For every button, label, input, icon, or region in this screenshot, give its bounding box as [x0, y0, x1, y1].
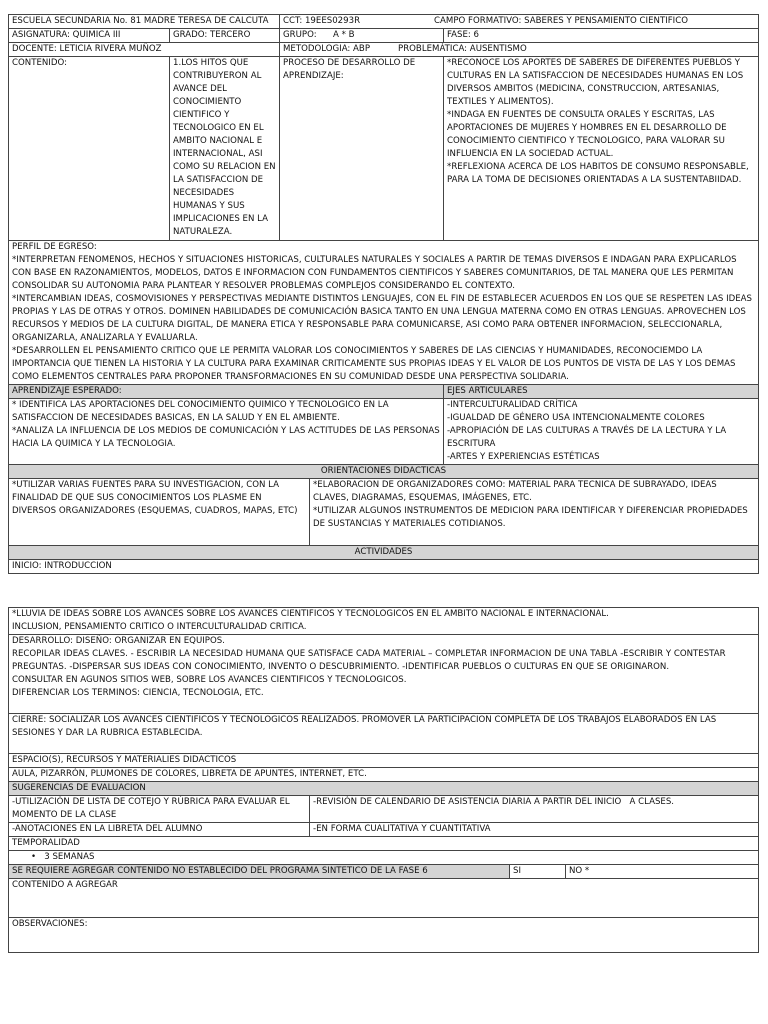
actividades-inicio: INICIO: INTRODUCCION: [9, 560, 759, 574]
desarrollo-line: RECOPILAR IDEAS CLAVES. - ESCRIBIR LA NECESIDAD HUMANA QUE SATISFACE CADA MATERIAL – COMPLETAR INFORMACION DE UNA TABLA -ESCRIBIR Y CONTESTAR PREGUNTAS. -DISPERSAR SUS IDEAS CON CONOCIMIENTO, INVENTO O DESCUBRIMIENTO. -IDENTIFICAR PUEBLOS O CULTURAS EN QUE SE ORIGINARON.: [12, 649, 726, 672]
no-cell: NO *: [566, 865, 759, 879]
aprendizaje-table: [8, 384, 759, 465]
page-1: [8, 14, 758, 574]
temporalidad-value: 3 SEMANAS: [44, 852, 95, 862]
bullet-icon: •: [31, 852, 37, 862]
actividades-label: ACTIVIDADES: [9, 546, 759, 560]
proceso-list: [444, 57, 759, 241]
eje-item: -APROPIACIÓN DE LAS CULTURAS A TRAVÉS DE LA LECTURA Y LA ESCRITURA: [447, 426, 727, 449]
aprendizaje-label: APRENDIZAJE ESPERADO:: [9, 385, 444, 399]
contenido-agregar: CONTENIDO A AGREGAR: [9, 879, 759, 918]
perfil-item: *INTERPRETAN FENOMENOS, HECHOS Y SITUACIONES HISTORICAS, CULTURALES NATURALES Y SOCIALES A PARTIR DE TEMAS DIVERSOS E INDAGAN PARA EXPLICARLOS CON BASE EN RAZONAMIENTOS, MODELOS, DATOS E INFORMACION CON FUNDAMENTOS CIENTIFICOS Y SABERES COMUNITARIOS, DE TAL MANERA QUE LES PERMITAN CONSOLIDAR SU AUTONOMIA PARA PLANTEAR Y RESOLVER PROBLEMAS COMPLEJOS CONSIDERANDO EL CONTEXTO.: [12, 255, 737, 291]
eje-item: -INTERCULTURALIDAD CRÍTICA: [447, 400, 578, 410]
cierre: CIERRE: SOCIALIZAR LOS AVANCES CIENTIFICOS Y TECNOLOGICOS REALIZADOS. PROMOVER LA PARTICIPACION COMPLETA DE LOS TRABAJOS ELABORADOS EN LAS SESIONES Y DAR LA RUBRICA ESTABLECIDA.: [9, 714, 759, 754]
orientaciones-table: [8, 464, 759, 574]
asignatura: ASIGNATURA: QUIMICA III: [9, 29, 170, 43]
proceso-item: *REFLEXIONA ACERCA DE LOS HABITOS DE CONSUMO RESPONSABLE, PARA LA TOMA DE DECISIONES ORIENTADAS A LA SUSTENTABIIDAD.: [447, 162, 749, 185]
perfil-label: PERFIL DE EGRESO:: [12, 242, 97, 252]
perfil-item: *INTERCAMBIAN IDEAS, COSMOVISIONES Y PERSPECTIVAS MEDIANTE DISTINTOS LENGUAJES, CON EL FIN DE ESTABLECER ACUERDOS EN LOS QUE SE RESPETEN LAS IDEAS PROPIAS Y LAS DE OTRAS Y OTROS. DOMINEN HABILIDADES DE COMUNICACIÓN BASICA TANTO EN UNA LENGUA MATERNA COMO EN OTRAS LENGUAS. APROVECHEN LOS RECURSOS Y MEDIOS DE LA CULTURA DIGITAL, DE MANERA ETICA Y RESPONSABLE PARA COMUNICARSE, ASI COMO PARA OBTENER INFORMACION, SELECCIONARLA, ORGANIZARLA, ANALIZARLA Y EVALUARLA.: [12, 294, 752, 343]
page-2: [8, 607, 758, 953]
metodologia-cell: [280, 43, 759, 57]
temporalidad-label: TEMPORALIDAD: [9, 837, 759, 851]
activities-table: [8, 607, 759, 953]
desarrollo-line: DESARROLLO: DISEÑO: ORGANIZAR EN EQUIPOS.: [12, 636, 225, 646]
docente: DOCENTE: LETICIA RIVERA MUÑOZ: [9, 43, 280, 57]
cct: CCT: 19EES0293R: [283, 16, 361, 26]
problematica: PROBLEMÁTICA: AUSENTISMO: [398, 44, 527, 54]
lluvia-line: INCLUSION, PENSAMIENTO CRITICO O INTERCULTURALIDAD CRITICA.: [12, 622, 307, 632]
espacios-text: AULA, PIZARRÓN, PLUMONES DE COLORES, LIBRETA DE APUNTES, INTERNET, ETC.: [9, 768, 759, 782]
proceso-label: PROCESO DE DESARROLLO DE APRENDIZAJE:: [280, 57, 444, 241]
campo-formativo: CAMPO FORMATIVO: SABERES Y PENSAMIENTO CIENTIFICO: [434, 16, 688, 26]
ejes-label: EJES ARTICULARES: [444, 385, 759, 399]
observaciones: OBSERVACIONES:: [9, 918, 759, 953]
proceso-item: *RECONOCE LOS APORTES DE SABERES DE DIFERENTES PUEBLOS Y CULTURAS EN LA SATISFACCION DE NECESIDADES HUMANAS EN LOS DIVERSOS AMBITOS (MEDICINA, CONSTRUCCION, ARTESANIAS, TEXTILES Y ALIMENTOS).: [447, 58, 744, 107]
orientaciones-right: [310, 479, 759, 546]
desarrollo-line: CONSULTAR EN AGUNOS SITIOS WEB, SOBRE LOS AVANCES CIENTIFICOS Y TECNOLOGICOS.: [12, 675, 407, 685]
perfil-egreso: [9, 241, 759, 385]
sugerencia-4: -EN FORMA CUALITATIVA Y CUANTITATIVA: [310, 823, 759, 837]
school-name: ESCUELA SECUNDARIA No. 81 MADRE TERESA DE CALCUTA: [9, 15, 280, 29]
aprendizaje-item: * IDENTIFICA LAS APORTACIONES DEL CONOCIMIENTO QUIMICO Y TECNOLOGICO EN LA SATISFACCION DE NECESIDADES BASICAS, EN LA SALUD Y EN EL AMBIENTE.: [12, 400, 389, 423]
sugerencia-3: -ANOTACIONES EN LA LIBRETA DEL ALUMNO: [9, 823, 310, 837]
aprendizaje-item: *ANALIZA LA INFLUENCIA DE LOS MEDIOS DE COMUNICACIÓN Y LAS ACTITUDES DE LAS PERSONAS HACIA LA QUIMICA Y LA TECNOLOGIA.: [12, 426, 440, 449]
orientaciones-label: ORIENTACIONES DIDACTICAS: [9, 465, 759, 479]
metodologia: METODOLOGIA: ABP: [283, 44, 371, 54]
si-cell: SI: [510, 865, 566, 879]
desarrollo-line: DIFERENCIAR LOS TERMINOS: CIENCIA, TECNOLOGIA, ETC.: [12, 688, 264, 698]
aprendizaje-list: [9, 399, 444, 465]
desarrollo: [9, 635, 759, 714]
planning-table-top: [8, 14, 759, 385]
temporalidad-cell: [9, 851, 759, 865]
espacios-label: ESPACIO(S), RECURSOS Y MATERIALIES DIDACTICOS: [9, 754, 759, 768]
orientacion-item: *UTILIZAR ALGUNOS INSTRUMENTOS DE MEDICION PARA IDENTIFICAR Y DIFERENCIAR PROPIEDADES DE SUSTANCIAS Y MATERIALES COTIDIANOS.: [313, 506, 748, 529]
eje-item: -ARTES Y EXPERIENCIAS ESTÉTICAS: [447, 452, 600, 462]
sugerencia-2: -REVISIÓN DE CALENDARIO DE ASISTENCIA DIARIA A PARTIR DEL INICIO A CLASES.: [310, 796, 759, 823]
sugerencias-label: SUGERENCIAS DE EVALUACION: [9, 782, 759, 796]
requiere-label: SE REQUIERE AGREGAR CONTENIDO NO ESTABLECIDO DEL PROGRAMA SINTETICO DE LA FASE 6: [9, 865, 510, 879]
cct-campo-cell: [280, 15, 759, 29]
ejes-list: [444, 399, 759, 465]
contenido-text: 1.LOS HITOS QUE CONTRIBUYERON AL AVANCE DEL CONOCIMIENTO CIENTIFICO Y TECNOLOGICO EN EL AMBITO NACIONAL E INTERNACIONAL, ASI COMO SU RELACION EN LA SATISFACCION DE NECESIDADES HUMANAS Y SUS IMPLICACIONES EN LA NATURALEZA.: [170, 57, 280, 241]
orientacion-item: *ELABORACION DE ORGANIZADORES COMO: MATERIAL PARA TECNICA DE SUBRAYADO, IDEAS CLAVES, DIAGRAMAS, ESQUEMAS, IMÁGENES, ETC.: [313, 480, 717, 503]
lluvia-ideas: [9, 608, 759, 635]
grupo: GRUPO: A * B: [280, 29, 444, 43]
orientaciones-left: *UTILIZAR VARIAS FUENTES PARA SU INVESTIGACION, CON LA FINALIDAD DE QUE SUS CONOCIMIENTOS LOS PLASME EN DIVERSOS ORGANIZADORES (ESQUEMAS, CUADROS, MAPAS, ETC): [9, 479, 310, 546]
eje-item: -IGUALDAD DE GÉNERO USA INTENCIONALMENTE COLORES: [447, 413, 705, 423]
grado: GRADO: TERCERO: [170, 29, 280, 43]
proceso-item: *INDAGA EN FUENTES DE CONSULTA ORALES Y ESCRITAS, LAS APORTACIONES DE MUJERES Y HOMBRES EN EL DESARROLLO DE CONOCIMIENTO CIENTIFICO Y TECNOLOGICO, PARA VALORAR SU INFLUENCIA EN LA SOCIEDAD ACTUAL.: [447, 110, 727, 159]
fase: FASE: 6: [444, 29, 759, 43]
contenido-label: CONTENIDO:: [9, 57, 170, 241]
perfil-item: *DESARROLLEN EL PENSAMIENTO CRITICO QUE LE PERMITA VALORAR LOS CONOCIMIENTOS Y SABERES DE LAS CIENCIAS Y HUMANIDADES, RECONOCIEMDO LA IMPORTANCIA QUE TIENEN LA HISTORIA Y LA CULTURA PARA EXAMINAR CRITICAMENTE SUS PROPIAS IDEAS Y EL VALOR DE LOS PUNTOS DE VISTA DE LAS Y LOS DEMAS COMO ELEMENTOS CENTRALES PARA PROPONER TRANSFORMACIONES EN SU COMUNIDAD DESDE UNA PERSPECTIVA SOLIDARIA.: [12, 346, 736, 382]
sugerencia-1: -UTILIZACIÓN DE LISTA DE COTEJO Y RÚBRICA PARA EVALUAR EL MOMENTO DE LA CLASE: [9, 796, 310, 823]
lluvia-line: *LLUVIA DE IDEAS SOBRE LOS AVANCES SOBRE LOS AVANCES CIENTIFICOS Y TECNOLOGICOS EN EL AMBITO NACIONAL E INTERNACIONAL.: [12, 609, 609, 619]
